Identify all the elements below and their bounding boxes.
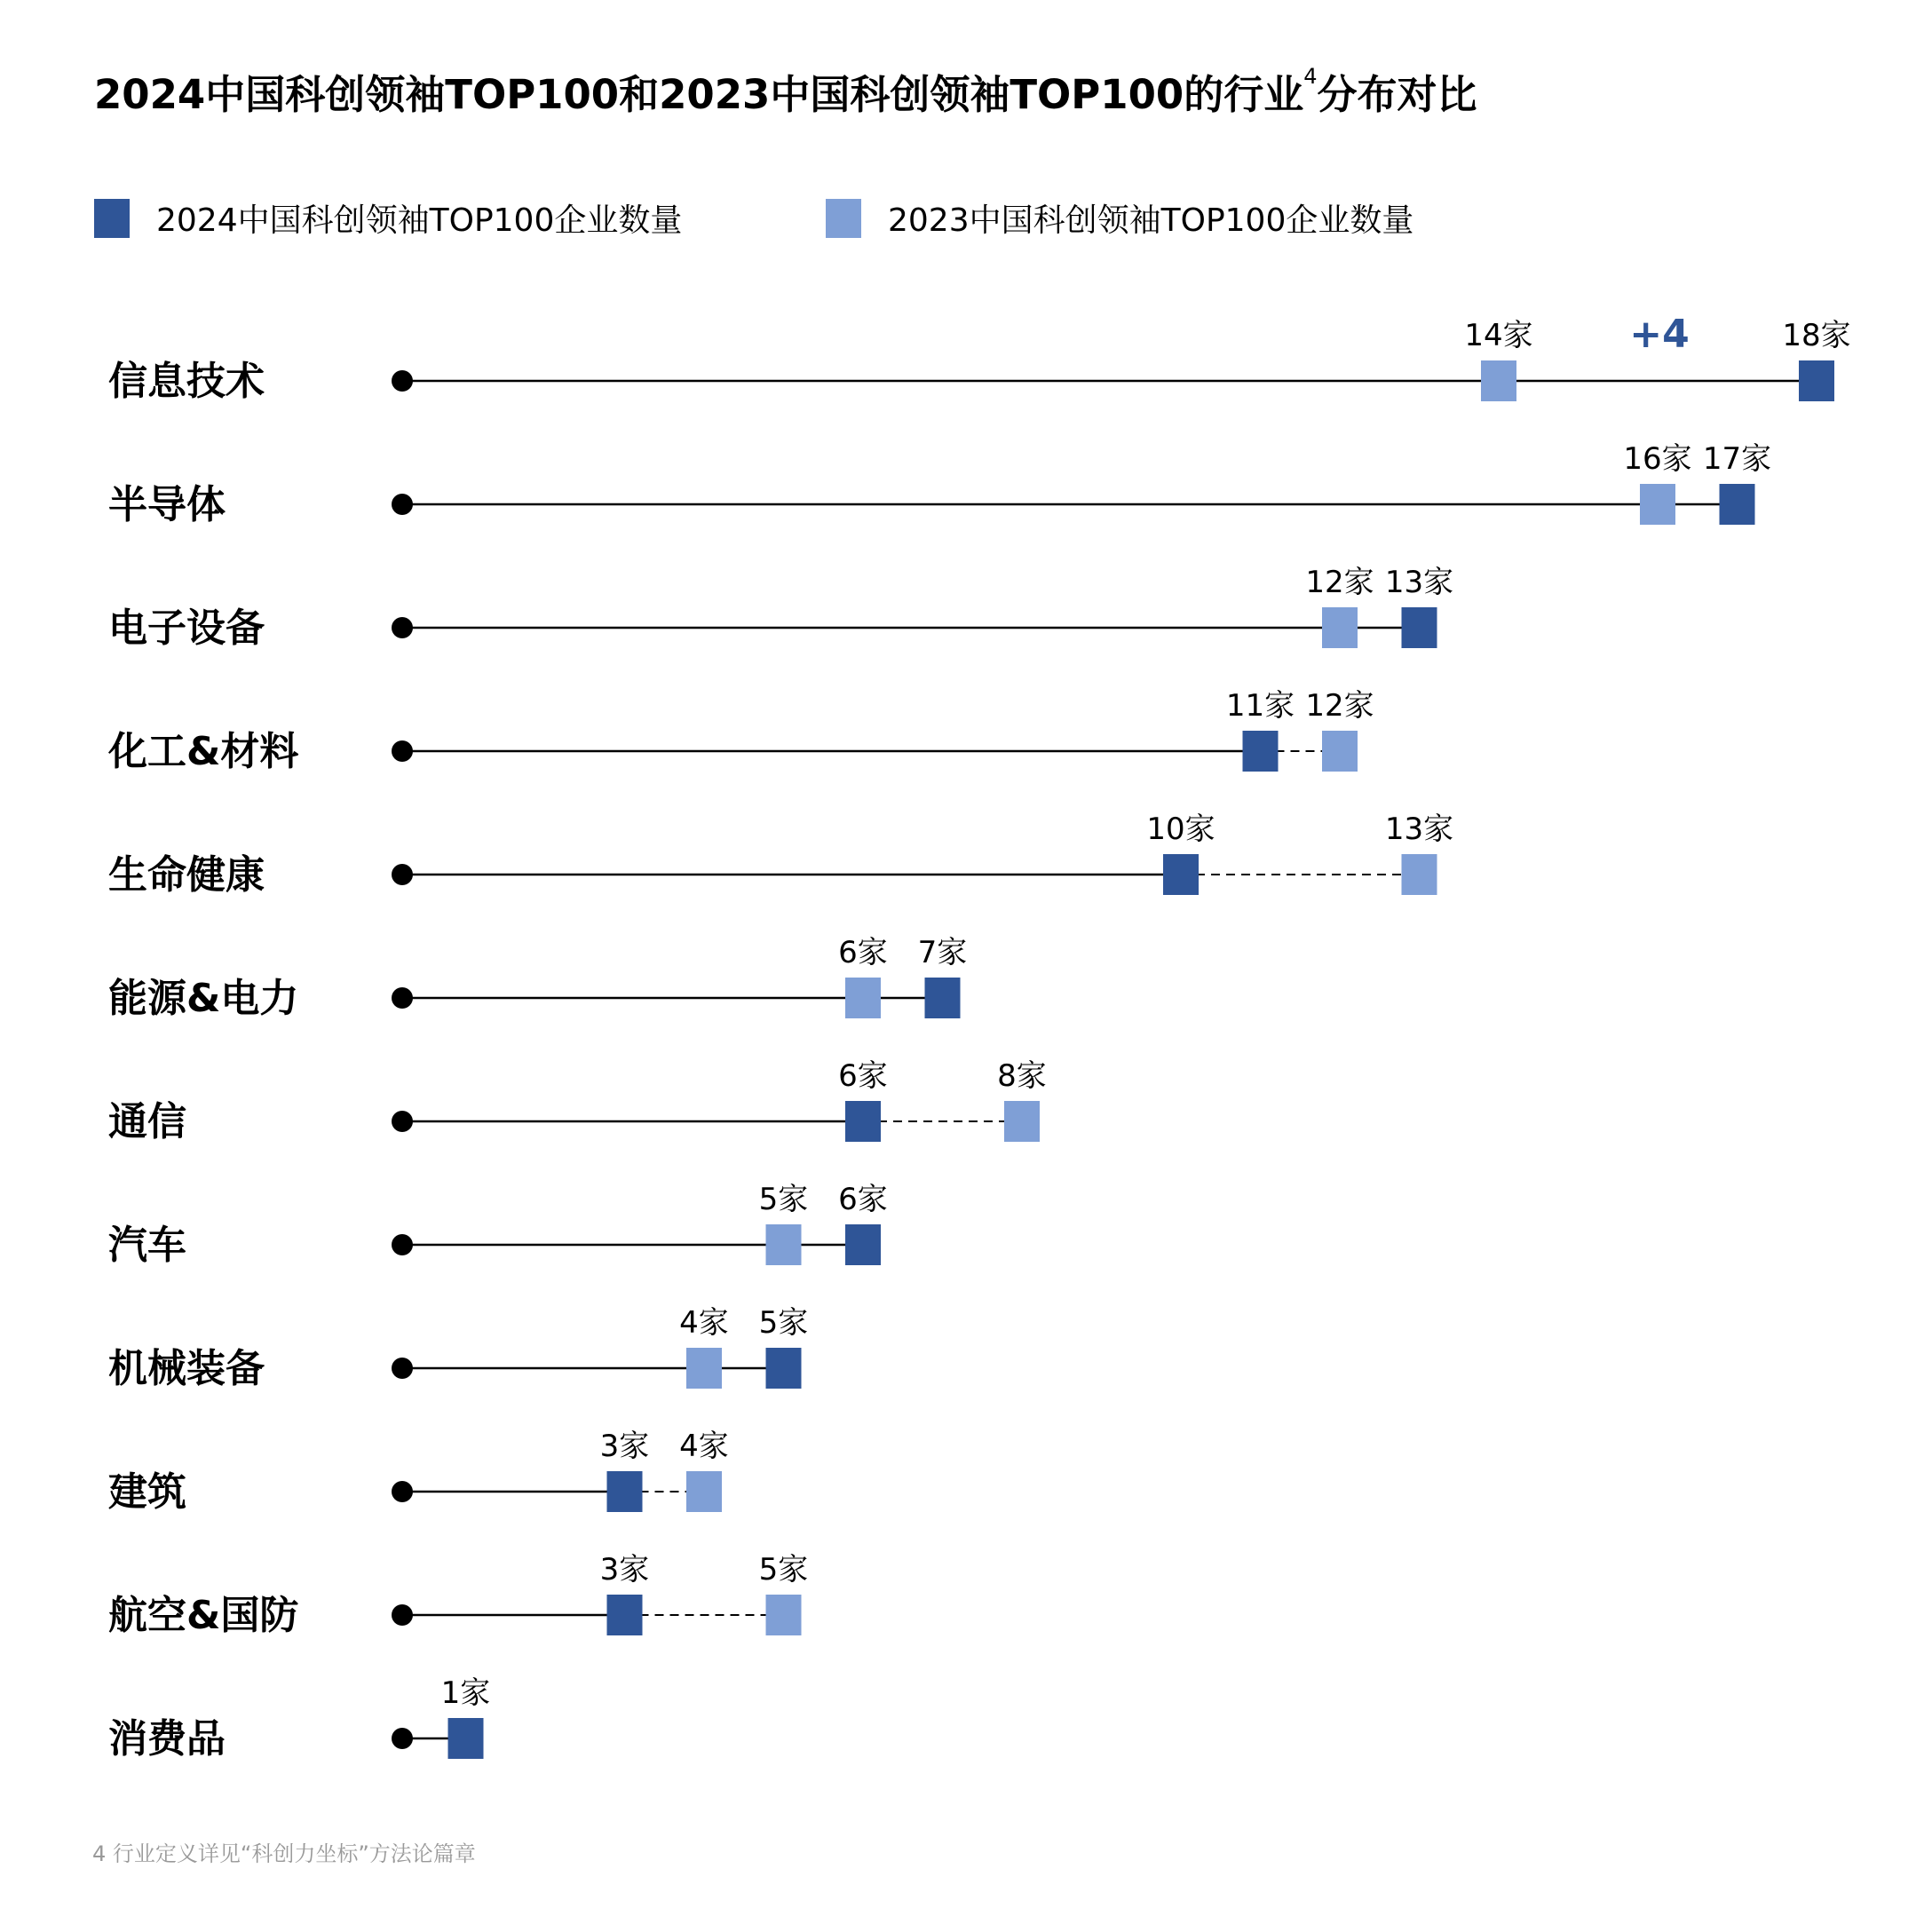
marker-2023 xyxy=(1481,360,1516,401)
category-label: 电子设备 xyxy=(108,606,265,651)
marker-2024 xyxy=(448,1718,484,1759)
origin-dot xyxy=(392,864,413,885)
value-label-2023: 16家 xyxy=(1623,441,1692,477)
marker-2024 xyxy=(607,1595,643,1635)
marker-2024 xyxy=(845,1224,881,1265)
category-label: 建筑 xyxy=(108,1469,186,1515)
origin-dot xyxy=(392,494,413,515)
origin-dot xyxy=(392,1358,413,1379)
value-label-2023: 14家 xyxy=(1464,318,1533,353)
value-label-2024: 11家 xyxy=(1225,688,1295,724)
marker-2023 xyxy=(686,1471,722,1512)
marker-2024 xyxy=(925,978,961,1018)
origin-dot xyxy=(392,370,413,392)
marker-2023 xyxy=(1004,1101,1040,1142)
value-label-2024: 13家 xyxy=(1384,565,1454,600)
marker-2024 xyxy=(845,1101,881,1142)
marker-2024 xyxy=(766,1348,802,1389)
change-annotation: +4 xyxy=(1629,312,1690,357)
category-label: 半导体 xyxy=(108,482,226,527)
marker-2024 xyxy=(607,1471,643,1512)
marker-2024 xyxy=(1243,731,1279,772)
marker-2023 xyxy=(845,978,881,1018)
origin-dot xyxy=(392,1604,413,1626)
value-label-2024: 10家 xyxy=(1146,812,1215,847)
value-label-2023: 4家 xyxy=(679,1305,729,1341)
value-label-2024: 3家 xyxy=(599,1552,650,1587)
origin-dot xyxy=(392,1728,413,1749)
legend-label-2024: 2024中国科创领袖TOP100企业数量 xyxy=(156,202,683,239)
footnote: 4 行业定义详见“科创力坐标”方法论篇章 xyxy=(92,1841,476,1866)
value-label-2023: 5家 xyxy=(758,1552,809,1587)
marker-2023 xyxy=(1402,854,1437,895)
marker-2024 xyxy=(1402,607,1437,648)
origin-dot xyxy=(392,1111,413,1132)
origin-dot xyxy=(392,740,413,762)
origin-dot xyxy=(392,1234,413,1255)
category-label: 化工&材料 xyxy=(108,729,299,774)
value-label-2024: 5家 xyxy=(758,1305,809,1341)
value-label-2023: 12家 xyxy=(1305,688,1374,724)
category-label: 航空&国防 xyxy=(108,1593,299,1638)
legend-label-2023: 2023中国科创领袖TOP100企业数量 xyxy=(888,202,1414,239)
value-label-2024: 7家 xyxy=(917,935,968,970)
marker-2023 xyxy=(686,1348,722,1389)
value-label-2023: 12家 xyxy=(1305,565,1374,600)
value-label-2023: 5家 xyxy=(758,1182,809,1217)
marker-2024 xyxy=(1163,854,1199,895)
value-label-2023: 13家 xyxy=(1384,812,1454,847)
marker-2023 xyxy=(766,1595,802,1635)
marker-2024 xyxy=(1799,360,1834,401)
value-label-2023: 8家 xyxy=(997,1058,1047,1094)
category-label: 消费品 xyxy=(108,1716,226,1762)
origin-dot xyxy=(392,987,413,1009)
marker-2023 xyxy=(1322,607,1358,648)
category-label: 通信 xyxy=(108,1099,186,1144)
footnote-ref: 4 xyxy=(1303,64,1318,89)
value-label-2024: 18家 xyxy=(1782,318,1851,353)
marker-2023 xyxy=(1640,484,1675,525)
category-label: 信息技术 xyxy=(108,359,265,404)
title-text: 2024中国科创领袖TOP100和2023中国科创领袖TOP100的行业 xyxy=(94,71,1304,118)
origin-dot xyxy=(392,1481,413,1502)
value-label-2023: 6家 xyxy=(838,935,888,970)
marker-2023 xyxy=(1322,731,1358,772)
marker-2024 xyxy=(1720,484,1755,525)
value-label-2024: 1家 xyxy=(440,1675,491,1711)
value-label-2024: 6家 xyxy=(838,1058,888,1094)
value-label-2024: 6家 xyxy=(838,1182,888,1217)
category-label: 生命健康 xyxy=(108,852,265,898)
origin-dot xyxy=(392,617,413,638)
category-label: 机械装备 xyxy=(108,1346,265,1391)
value-label-2023: 4家 xyxy=(679,1429,729,1464)
marker-2023 xyxy=(766,1224,802,1265)
value-label-2024: 3家 xyxy=(599,1429,650,1464)
category-label: 汽车 xyxy=(108,1223,186,1268)
value-label-2024: 17家 xyxy=(1702,441,1772,477)
title-tail: 分布对比 xyxy=(1317,71,1477,118)
category-label: 能源&电力 xyxy=(108,976,299,1021)
